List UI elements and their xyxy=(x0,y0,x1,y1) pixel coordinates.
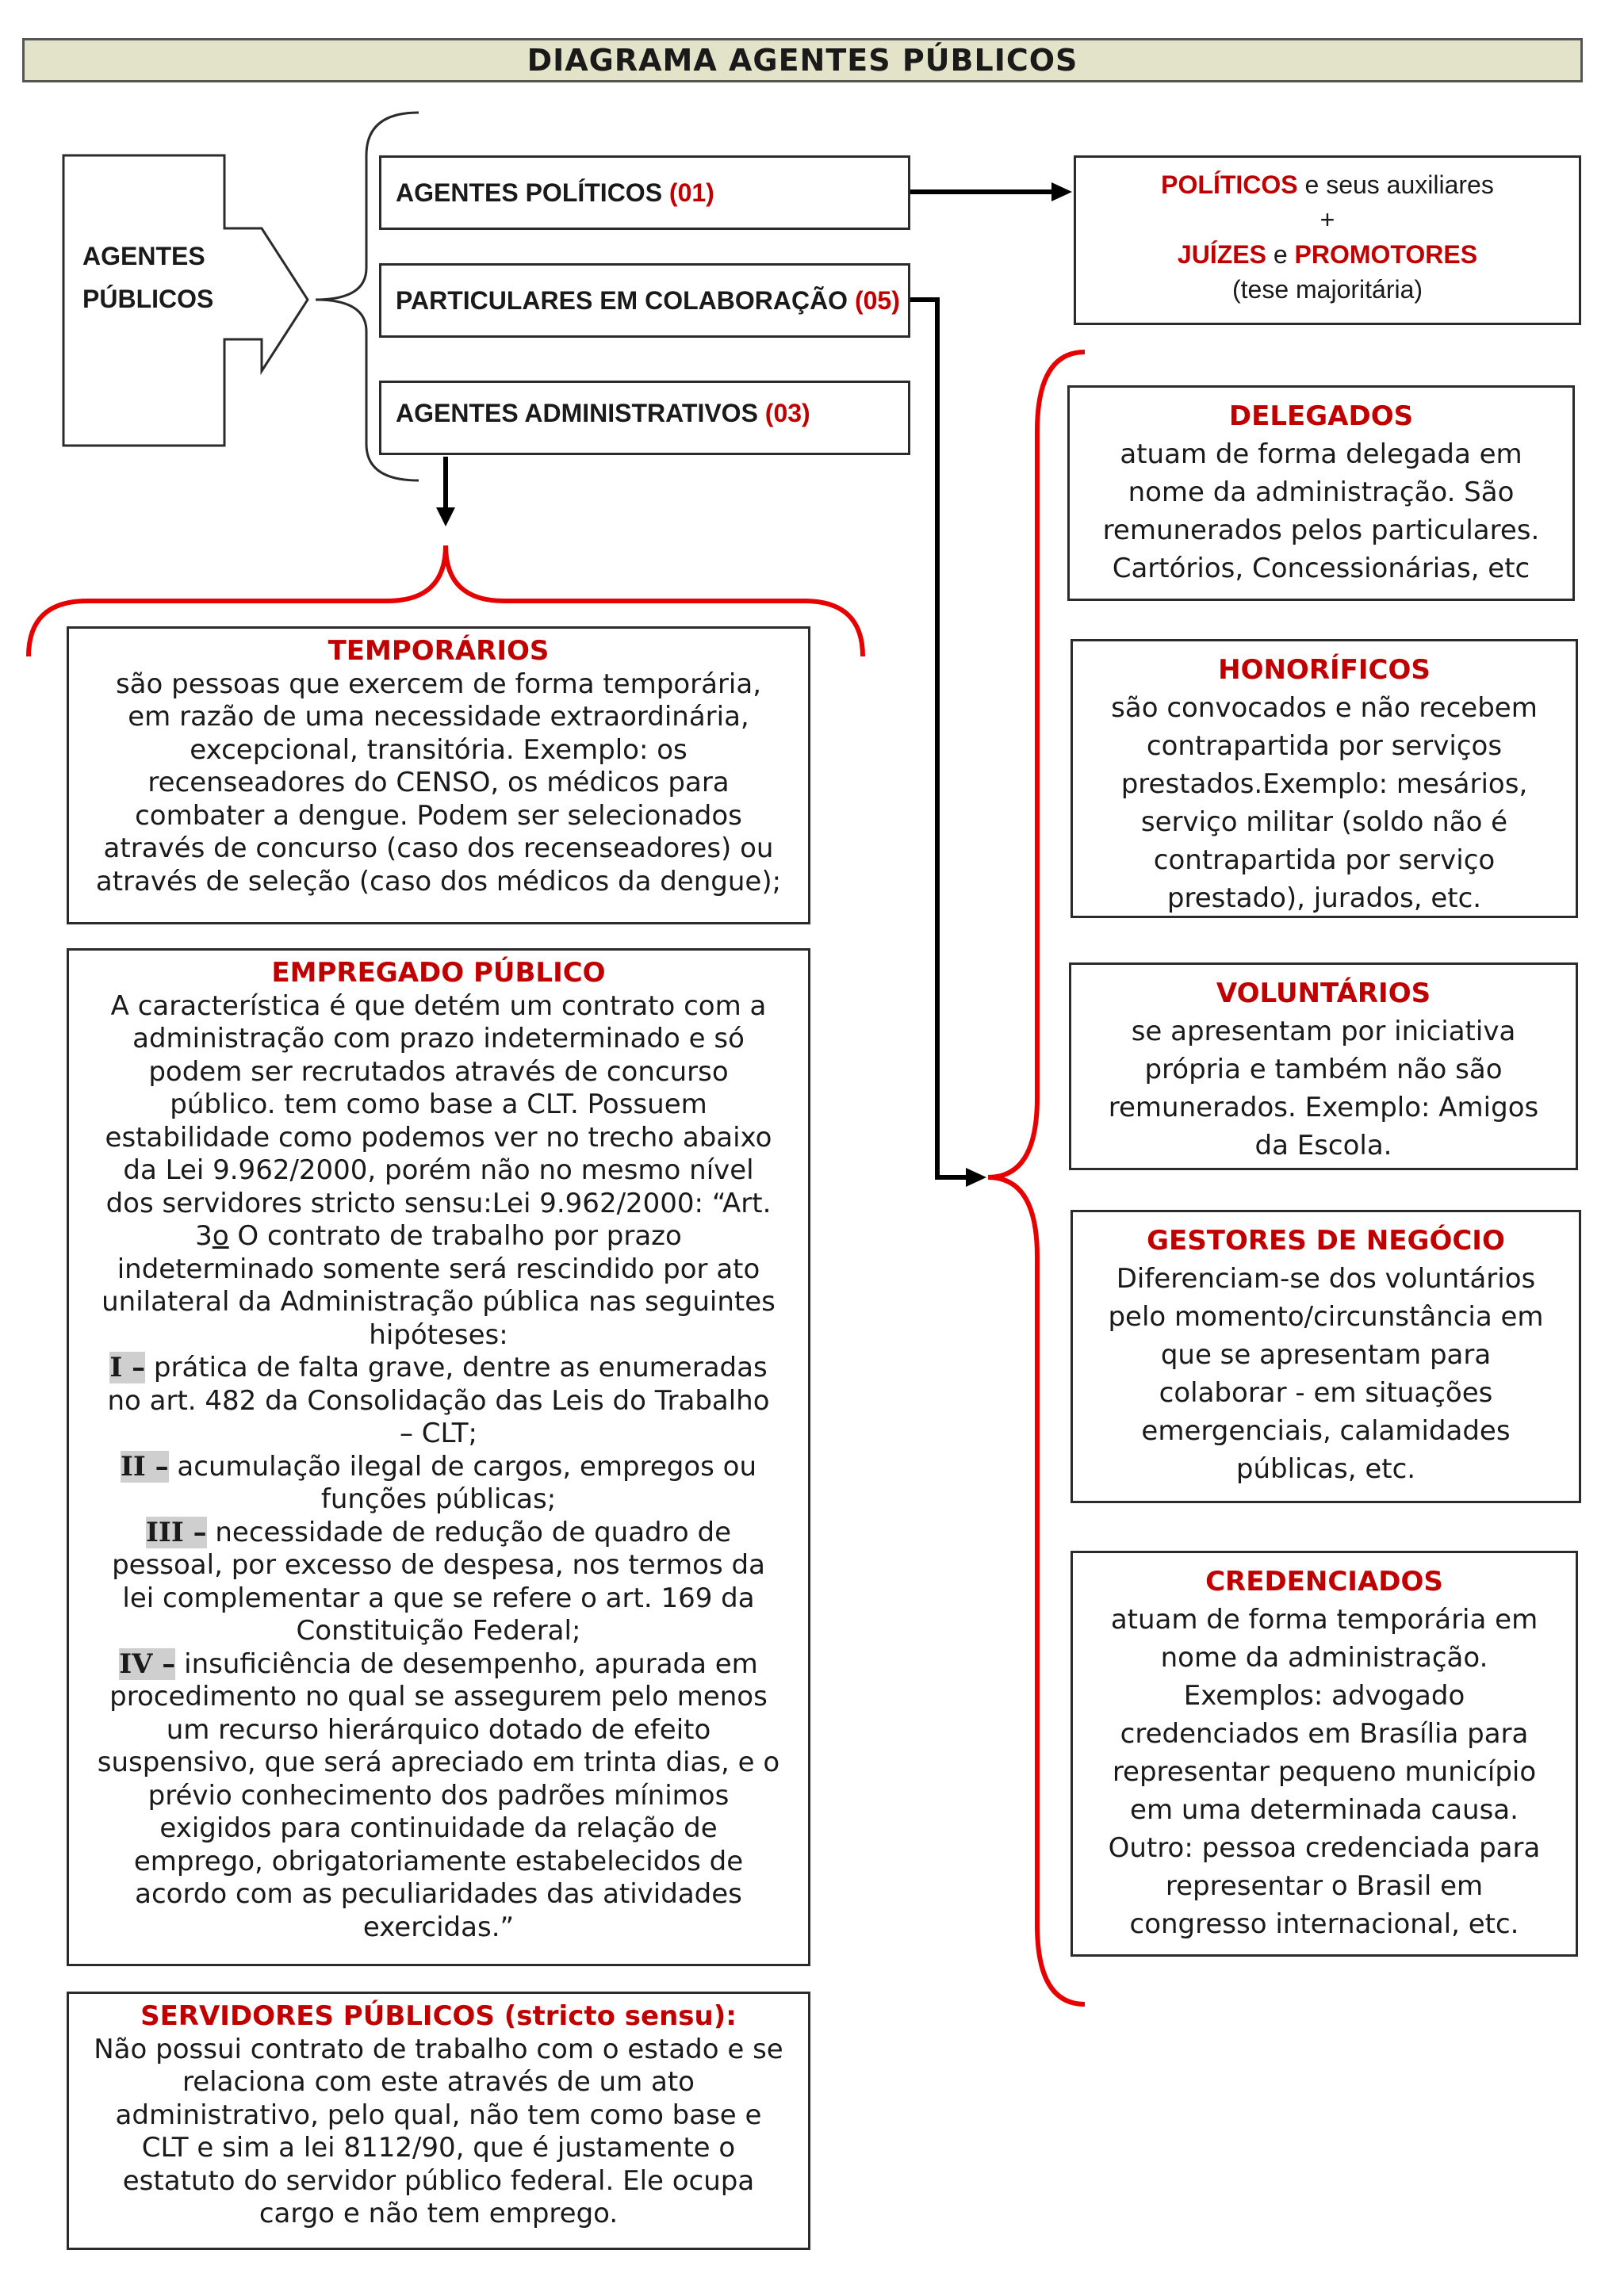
art-text: O contrato de trabalho por prazo xyxy=(228,1220,682,1252)
temporarios-line: são pessoas que exercem de forma temporária, xyxy=(115,668,762,700)
inciso-number: IV – xyxy=(119,1647,176,1680)
politicos-e: e xyxy=(1266,240,1295,269)
gestores-line: colaborar - em situações xyxy=(1159,1377,1493,1409)
arrow-particulares-head xyxy=(966,1168,986,1187)
voluntarios-line: da Escola. xyxy=(1254,1130,1392,1161)
art-number: 3 xyxy=(195,1220,213,1252)
art-ordinal: o xyxy=(212,1220,229,1252)
category-agentes-administrativos xyxy=(379,381,910,455)
servidores-line: administrativo, pelo qual, não tem como base e xyxy=(115,2099,762,2131)
empregado-publico-box xyxy=(67,948,810,1966)
arrow-administrativos-head xyxy=(436,507,455,526)
honorificos-line: serviço militar (soldo não é xyxy=(1140,806,1508,838)
honorificos-title: HONORÍFICOS xyxy=(1218,654,1431,686)
gestores-line: que se apresentam para xyxy=(1160,1339,1492,1371)
credenciados-line: Exemplos: advogado xyxy=(1183,1680,1465,1712)
politicos-line-3 xyxy=(1076,237,1579,272)
inciso-line: funções públicas; xyxy=(320,1483,557,1515)
empregado-line: dos servidores stricto sensu:Lei 9.962/2000: “Art. xyxy=(105,1187,772,1219)
category-label: AGENTES ADMINISTRATIVOS xyxy=(396,399,765,427)
inciso-text: insuficiência de desempenho, apurada em xyxy=(175,1647,758,1680)
voluntarios-line: própria e também não são xyxy=(1144,1054,1503,1085)
inciso-line: exercidas.” xyxy=(362,1911,515,1943)
inciso-text: necessidade de redução de quadro de xyxy=(206,1516,731,1548)
inciso-text: prática de falta grave, dentre as enumeradas xyxy=(145,1352,768,1383)
empregado-line: unilateral da Administração pública nas seguintes xyxy=(102,1286,776,1318)
category-label: AGENTES POLÍTICOS xyxy=(396,178,669,207)
servidores-line: estatuto do servidor público federal. Ele ocupa xyxy=(122,2164,755,2197)
arrow-politicos-head xyxy=(1051,182,1072,201)
inciso-number: I – xyxy=(109,1352,146,1383)
servidores-title: SERVIDORES PÚBLICOS (stricto sensu): xyxy=(140,2000,737,2032)
inciso-i xyxy=(85,1352,792,1385)
honorificos-line: prestados.Exemplo: mesários, xyxy=(1120,768,1528,800)
credenciados-line: nome da administração. xyxy=(1160,1642,1488,1674)
temporarios-line: excepcional, transitória. Exemplo: os xyxy=(190,733,688,766)
inciso-line: lei complementar a que se refere o art. 169 da xyxy=(122,1582,755,1614)
inciso-iii xyxy=(85,1517,792,1550)
voluntarios-line: remunerados. Exemplo: Amigos xyxy=(1108,1092,1539,1123)
root-agentes-publicos xyxy=(82,235,213,320)
empregado-line: público. tem como base a CLT. Possuem xyxy=(170,1089,707,1120)
category-count: (03) xyxy=(764,399,810,427)
delegados-line: Cartórios, Concessionárias, etc xyxy=(1112,553,1530,584)
empregado-line: da Lei 9.962/2000, porém não no mesmo nível xyxy=(123,1154,754,1186)
gestores-line: pelo momento/circunstância em xyxy=(1108,1301,1544,1333)
root-line-2: PÚBLICOS xyxy=(82,285,214,313)
delegados-box xyxy=(1067,385,1575,601)
voluntarios-box xyxy=(1069,962,1578,1170)
politicos-plus: + xyxy=(1320,205,1335,234)
temporarios-line: recenseadores do CENSO, os médicos para xyxy=(147,767,730,798)
credenciados-line: Outro: pessoa credenciada para xyxy=(1108,1832,1541,1864)
honorificos-line: contrapartida por serviço xyxy=(1153,844,1496,876)
diagram-title: DIAGRAMA AGENTES PÚBLICOS xyxy=(22,38,1583,82)
voluntarios-line: se apresentam por iniciativa xyxy=(1131,1016,1516,1047)
inciso-line: suspensivo, que será apreciado em trinta dias, e o xyxy=(97,1747,780,1778)
temporarios-line: através de concurso (caso dos recenseadores) ou xyxy=(103,832,774,864)
politicos-tese: (tese majoritária) xyxy=(1231,275,1423,304)
category-count: (05) xyxy=(854,286,900,315)
gestores-line: públicas, etc. xyxy=(1235,1453,1416,1485)
honorificos-box xyxy=(1071,639,1578,918)
inciso-number: II – xyxy=(120,1450,169,1483)
inciso-line: Constituição Federal; xyxy=(296,1615,581,1647)
temporarios-box xyxy=(67,626,810,924)
politicos-box xyxy=(1074,155,1581,325)
inciso-line: no art. 482 da Consolidação das Leis do Trabalho xyxy=(107,1384,770,1417)
arrow-particulares xyxy=(910,300,969,1177)
gestores-line: emergenciais, calamidades xyxy=(1141,1415,1511,1447)
credenciados-box xyxy=(1071,1551,1578,1957)
category-count: (01) xyxy=(668,178,714,207)
gestores-line: Diferenciam-se dos voluntários xyxy=(1116,1263,1536,1295)
inciso-text: acumulação ilegal de cargos, empregos ou xyxy=(168,1450,757,1483)
promotores-label: PROMOTORES xyxy=(1294,240,1478,269)
category-agentes-politicos xyxy=(379,155,910,230)
inciso-line: pessoal, por excesso de despesa, nos termos da xyxy=(112,1549,765,1581)
empregado-title: EMPREGADO PÚBLICO xyxy=(271,957,606,989)
credenciados-line: credenciados em Brasília para xyxy=(1120,1718,1529,1750)
servidores-line: Não possui contrato de trabalho com o estado e se xyxy=(94,2033,783,2065)
delegados-title: DELEGADOS xyxy=(1228,400,1414,432)
delegados-line: remunerados pelos particulares. xyxy=(1102,515,1540,546)
servidores-line: CLT e sim a lei 8112/90, que é justamente o xyxy=(141,2132,736,2164)
politicos-line-1 xyxy=(1076,167,1579,202)
inciso-line: emprego, obrigatoriamente estabelecidos de xyxy=(133,1845,744,1877)
credenciados-line: em uma determinada causa. xyxy=(1130,1794,1519,1826)
empregado-line: podem ser recrutados através de concurso xyxy=(148,1055,729,1088)
credenciados-title: CREDENCIADOS xyxy=(1205,1566,1443,1598)
empregado-line: hipóteses: xyxy=(369,1318,508,1351)
category-label: PARTICULARES EM COLABORAÇÃO xyxy=(396,286,855,315)
inciso-line: um recurso hierárquico dotado de efeito xyxy=(166,1713,711,1746)
credenciados-line: representar pequeno município xyxy=(1112,1756,1537,1788)
inciso-iv xyxy=(85,1648,792,1682)
inciso-number: III – xyxy=(146,1516,207,1548)
inciso-line: acordo com as peculiaridades das atividades xyxy=(135,1878,742,1910)
gestores-box xyxy=(1071,1210,1581,1503)
servidores-line: cargo e não tem emprego. xyxy=(259,2198,619,2229)
inciso-line: – CLT; xyxy=(399,1418,478,1449)
empregado-line: estabilidade como podemos ver no trecho abaixo xyxy=(105,1121,772,1154)
politicos-auxiliares: e seus auxiliares xyxy=(1297,170,1494,199)
honorificos-line: contrapartida por serviços xyxy=(1146,730,1503,762)
root-line-1: AGENTES xyxy=(82,242,205,270)
voluntarios-title: VOLUNTÁRIOS xyxy=(1216,978,1431,1009)
delegados-line: nome da administração. São xyxy=(1128,476,1515,508)
inciso-line: exigidos para continuidade da relação de xyxy=(159,1812,718,1844)
servidores-line: relaciona com este através de um ato xyxy=(182,2066,695,2098)
credenciados-line: congresso internacional, etc. xyxy=(1129,1908,1519,1940)
honorificos-line: são convocados e não recebem xyxy=(1111,692,1538,724)
politicos-label: POLÍTICOS xyxy=(1161,170,1298,199)
temporarios-line: combater a dengue. Podem ser selecionados xyxy=(135,799,742,832)
delegados-line: atuam de forma delegada em xyxy=(1120,438,1522,470)
empregado-line: indeterminado somente será rescindido por ato xyxy=(117,1253,760,1285)
credenciados-line: representar o Brasil em xyxy=(1165,1870,1484,1902)
inciso-ii xyxy=(85,1451,792,1484)
empregado-art-line xyxy=(85,1220,792,1253)
credenciados-line: atuam de forma temporária em xyxy=(1110,1604,1538,1636)
inciso-line: procedimento no qual se assegurem pelo menos xyxy=(109,1681,768,1712)
servidores-publicos-box xyxy=(67,1992,810,2250)
inciso-line: prévio conhecimento dos padrões mínimos xyxy=(147,1779,730,1812)
temporarios-title: TEMPORÁRIOS xyxy=(327,635,550,667)
empregado-line: A característica é que detém um contrato com a xyxy=(110,989,767,1022)
gestores-title: GESTORES DE NEGÓCIO xyxy=(1147,1225,1505,1257)
category-particulares-em-colaboracao xyxy=(379,263,910,338)
honorificos-line: prestado), jurados, etc. xyxy=(1166,882,1482,914)
temporarios-line: em razão de uma necessidade extraordinária, xyxy=(128,701,749,733)
empregado-line: administração com prazo indeterminado e só xyxy=(132,1023,745,1054)
temporarios-line: através de seleção (caso dos médicos da dengue); xyxy=(95,865,782,897)
juizes-label: JUÍZES xyxy=(1177,240,1266,269)
